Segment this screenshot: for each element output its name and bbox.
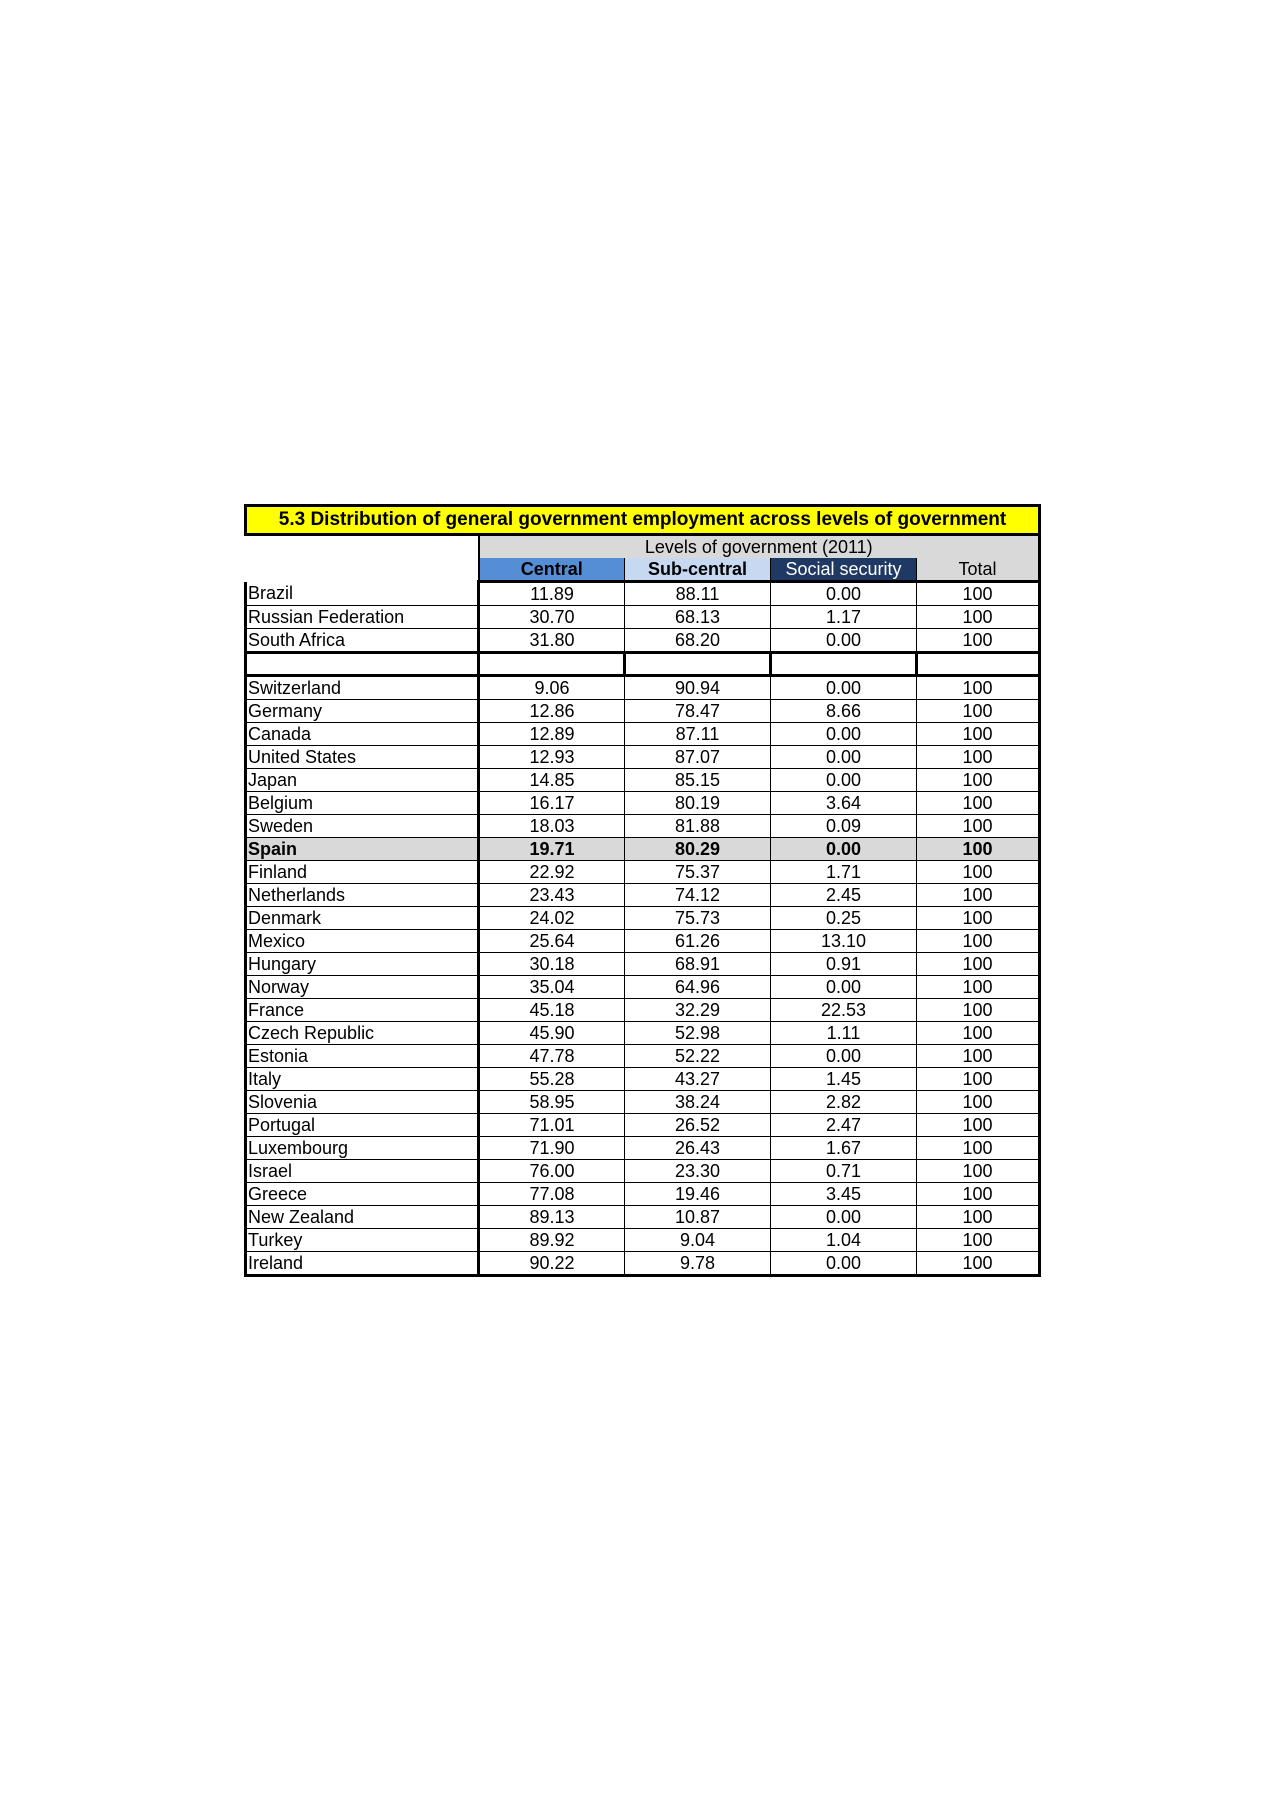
central-value-cell: 19.71 bbox=[479, 838, 625, 861]
total-value-cell: 100 bbox=[917, 1160, 1040, 1183]
sub-central-value-cell: 90.94 bbox=[625, 676, 771, 700]
total-value-cell: 100 bbox=[917, 1068, 1040, 1091]
table-row bbox=[246, 1183, 1040, 1206]
table-row bbox=[246, 792, 1040, 815]
total-value-cell: 100 bbox=[917, 582, 1040, 606]
social-security-value-cell: 1.45 bbox=[771, 1068, 917, 1091]
sub-central-value-cell: 68.13 bbox=[625, 606, 771, 629]
table-row bbox=[246, 582, 1040, 606]
social-security-value-cell: 1.17 bbox=[771, 606, 917, 629]
total-value-cell: 100 bbox=[917, 1206, 1040, 1229]
country-cell: Canada bbox=[246, 723, 479, 746]
country-cell: Russian Federation bbox=[246, 606, 479, 629]
sub-central-value-cell: 61.26 bbox=[625, 930, 771, 953]
spacer-cell bbox=[625, 653, 771, 676]
central-value-cell: 71.90 bbox=[479, 1137, 625, 1160]
country-cell: Norway bbox=[246, 976, 479, 999]
central-value-cell: 12.86 bbox=[479, 700, 625, 723]
country-cell: Greece bbox=[246, 1183, 479, 1206]
country-cell: France bbox=[246, 999, 479, 1022]
central-value-cell: 16.17 bbox=[479, 792, 625, 815]
spacer-row bbox=[246, 653, 1040, 676]
spacer-cell bbox=[917, 653, 1040, 676]
country-cell: Germany bbox=[246, 700, 479, 723]
table-row bbox=[246, 769, 1040, 792]
social-security-value-cell: 2.47 bbox=[771, 1114, 917, 1137]
total-value-cell: 100 bbox=[917, 629, 1040, 653]
social-security-value-cell: 0.00 bbox=[771, 1206, 917, 1229]
social-security-value-cell: 1.11 bbox=[771, 1022, 917, 1045]
table-row bbox=[246, 1229, 1040, 1252]
total-value-cell: 100 bbox=[917, 1114, 1040, 1137]
central-value-cell: 71.01 bbox=[479, 1114, 625, 1137]
column-header-central: Central bbox=[479, 558, 625, 582]
table-row bbox=[246, 907, 1040, 930]
blank-header-cell bbox=[246, 535, 479, 559]
total-value-cell: 100 bbox=[917, 1183, 1040, 1206]
table-row bbox=[246, 1160, 1040, 1183]
country-cell: Czech Republic bbox=[246, 1022, 479, 1045]
central-value-cell: 58.95 bbox=[479, 1091, 625, 1114]
social-security-value-cell: 13.10 bbox=[771, 930, 917, 953]
country-cell: Japan bbox=[246, 769, 479, 792]
central-value-cell: 11.89 bbox=[479, 582, 625, 606]
central-value-cell: 25.64 bbox=[479, 930, 625, 953]
country-cell: South Africa bbox=[246, 629, 479, 653]
employment-table bbox=[244, 504, 1041, 1277]
sub-central-value-cell: 23.30 bbox=[625, 1160, 771, 1183]
spacer-cell bbox=[479, 653, 625, 676]
table-row bbox=[246, 1137, 1040, 1160]
country-cell: Belgium bbox=[246, 792, 479, 815]
total-value-cell: 100 bbox=[917, 838, 1040, 861]
total-value-cell: 100 bbox=[917, 746, 1040, 769]
sub-central-value-cell: 10.87 bbox=[625, 1206, 771, 1229]
central-value-cell: 30.18 bbox=[479, 953, 625, 976]
country-cell: Denmark bbox=[246, 907, 479, 930]
social-security-value-cell: 1.67 bbox=[771, 1137, 917, 1160]
social-security-value-cell: 0.91 bbox=[771, 953, 917, 976]
social-security-value-cell: 0.00 bbox=[771, 746, 917, 769]
total-value-cell: 100 bbox=[917, 815, 1040, 838]
sub-central-value-cell: 19.46 bbox=[625, 1183, 771, 1206]
social-security-value-cell: 2.45 bbox=[771, 884, 917, 907]
social-security-value-cell: 0.00 bbox=[771, 838, 917, 861]
total-value-cell: 100 bbox=[917, 1022, 1040, 1045]
total-value-cell: 100 bbox=[917, 861, 1040, 884]
table-row bbox=[246, 861, 1040, 884]
country-cell: Finland bbox=[246, 861, 479, 884]
table-row bbox=[246, 953, 1040, 976]
total-value-cell: 100 bbox=[917, 676, 1040, 700]
spacer-cell bbox=[246, 653, 479, 676]
total-value-cell: 100 bbox=[917, 700, 1040, 723]
central-value-cell: 31.80 bbox=[479, 629, 625, 653]
table-row bbox=[246, 606, 1040, 629]
table-row bbox=[246, 884, 1040, 907]
sub-central-value-cell: 87.11 bbox=[625, 723, 771, 746]
country-cell: New Zealand bbox=[246, 1206, 479, 1229]
sub-central-value-cell: 52.22 bbox=[625, 1045, 771, 1068]
social-security-value-cell: 0.71 bbox=[771, 1160, 917, 1183]
total-value-cell: 100 bbox=[917, 1252, 1040, 1276]
country-cell: Ireland bbox=[246, 1252, 479, 1276]
social-security-value-cell: 0.00 bbox=[771, 1045, 917, 1068]
table-row bbox=[246, 746, 1040, 769]
table-row bbox=[246, 815, 1040, 838]
spacer-cell bbox=[771, 653, 917, 676]
social-security-value-cell: 1.04 bbox=[771, 1229, 917, 1252]
sub-central-value-cell: 74.12 bbox=[625, 884, 771, 907]
sub-central-value-cell: 78.47 bbox=[625, 700, 771, 723]
table-row bbox=[246, 930, 1040, 953]
total-value-cell: 100 bbox=[917, 769, 1040, 792]
central-value-cell: 55.28 bbox=[479, 1068, 625, 1091]
social-security-value-cell: 0.09 bbox=[771, 815, 917, 838]
blank-header-cell bbox=[246, 558, 479, 582]
total-value-cell: 100 bbox=[917, 907, 1040, 930]
total-value-cell: 100 bbox=[917, 1137, 1040, 1160]
table-spacer-group bbox=[246, 653, 1040, 676]
country-cell: Israel bbox=[246, 1160, 479, 1183]
sub-central-value-cell: 68.91 bbox=[625, 953, 771, 976]
table-row bbox=[246, 1252, 1040, 1276]
social-security-value-cell: 2.82 bbox=[771, 1091, 917, 1114]
central-value-cell: 76.00 bbox=[479, 1160, 625, 1183]
central-value-cell: 22.92 bbox=[479, 861, 625, 884]
total-value-cell: 100 bbox=[917, 606, 1040, 629]
social-security-value-cell: 0.00 bbox=[771, 582, 917, 606]
table-row bbox=[246, 838, 1040, 861]
sub-central-value-cell: 26.52 bbox=[625, 1114, 771, 1137]
sub-central-value-cell: 85.15 bbox=[625, 769, 771, 792]
central-value-cell: 24.02 bbox=[479, 907, 625, 930]
table-row bbox=[246, 1045, 1040, 1068]
table-row bbox=[246, 676, 1040, 700]
country-cell: United States bbox=[246, 746, 479, 769]
social-security-value-cell: 0.00 bbox=[771, 676, 917, 700]
table-row bbox=[246, 1206, 1040, 1229]
table-group-oecd bbox=[246, 676, 1040, 1276]
central-value-cell: 77.08 bbox=[479, 1183, 625, 1206]
table-row bbox=[246, 723, 1040, 746]
social-security-value-cell: 1.71 bbox=[771, 861, 917, 884]
total-value-cell: 100 bbox=[917, 930, 1040, 953]
country-cell: Italy bbox=[246, 1068, 479, 1091]
central-value-cell: 35.04 bbox=[479, 976, 625, 999]
total-value-cell: 100 bbox=[917, 1229, 1040, 1252]
sub-central-value-cell: 64.96 bbox=[625, 976, 771, 999]
sub-central-value-cell: 80.29 bbox=[625, 838, 771, 861]
country-cell: Sweden bbox=[246, 815, 479, 838]
government-employment-table-sheet bbox=[244, 504, 1038, 1277]
country-cell: Luxembourg bbox=[246, 1137, 479, 1160]
sub-central-value-cell: 75.37 bbox=[625, 861, 771, 884]
country-cell: Spain bbox=[246, 838, 479, 861]
table-row bbox=[246, 629, 1040, 653]
country-cell: Mexico bbox=[246, 930, 479, 953]
column-header-social-security: Social security bbox=[771, 558, 917, 582]
table-group-emerging bbox=[246, 582, 1040, 653]
table-row bbox=[246, 700, 1040, 723]
column-header-total: Total bbox=[917, 558, 1040, 582]
central-value-cell: 18.03 bbox=[479, 815, 625, 838]
central-value-cell: 45.90 bbox=[479, 1022, 625, 1045]
total-value-cell: 100 bbox=[917, 1045, 1040, 1068]
central-value-cell: 45.18 bbox=[479, 999, 625, 1022]
total-value-cell: 100 bbox=[917, 999, 1040, 1022]
social-security-value-cell: 3.64 bbox=[771, 792, 917, 815]
sub-central-value-cell: 9.78 bbox=[625, 1252, 771, 1276]
social-security-value-cell: 0.00 bbox=[771, 723, 917, 746]
central-value-cell: 23.43 bbox=[479, 884, 625, 907]
central-value-cell: 89.92 bbox=[479, 1229, 625, 1252]
country-cell: Switzerland bbox=[246, 676, 479, 700]
table-row bbox=[246, 999, 1040, 1022]
country-cell: Slovenia bbox=[246, 1091, 479, 1114]
central-value-cell: 12.93 bbox=[479, 746, 625, 769]
total-value-cell: 100 bbox=[917, 792, 1040, 815]
social-security-value-cell: 22.53 bbox=[771, 999, 917, 1022]
social-security-value-cell: 0.00 bbox=[771, 769, 917, 792]
central-value-cell: 14.85 bbox=[479, 769, 625, 792]
sub-central-value-cell: 87.07 bbox=[625, 746, 771, 769]
sub-central-value-cell: 88.11 bbox=[625, 582, 771, 606]
social-security-value-cell: 8.66 bbox=[771, 700, 917, 723]
sub-central-value-cell: 80.19 bbox=[625, 792, 771, 815]
total-value-cell: 100 bbox=[917, 723, 1040, 746]
table-row bbox=[246, 1091, 1040, 1114]
social-security-value-cell: 0.00 bbox=[771, 629, 917, 653]
sub-central-value-cell: 38.24 bbox=[625, 1091, 771, 1114]
column-header-sub-central: Sub-central bbox=[625, 558, 771, 582]
sub-central-value-cell: 52.98 bbox=[625, 1022, 771, 1045]
country-cell: Hungary bbox=[246, 953, 479, 976]
sub-central-value-cell: 9.04 bbox=[625, 1229, 771, 1252]
sub-central-value-cell: 43.27 bbox=[625, 1068, 771, 1091]
country-cell: Netherlands bbox=[246, 884, 479, 907]
total-value-cell: 100 bbox=[917, 884, 1040, 907]
total-value-cell: 100 bbox=[917, 1091, 1040, 1114]
country-cell: Estonia bbox=[246, 1045, 479, 1068]
country-cell: Portugal bbox=[246, 1114, 479, 1137]
social-security-value-cell: 3.45 bbox=[771, 1183, 917, 1206]
central-value-cell: 9.06 bbox=[479, 676, 625, 700]
central-value-cell: 89.13 bbox=[479, 1206, 625, 1229]
central-value-cell: 12.89 bbox=[479, 723, 625, 746]
social-security-value-cell: 0.00 bbox=[771, 1252, 917, 1276]
sub-central-value-cell: 32.29 bbox=[625, 999, 771, 1022]
sub-central-value-cell: 75.73 bbox=[625, 907, 771, 930]
table-title: 5.3 Distribution of general government employment across levels of government bbox=[246, 506, 1040, 535]
table-row bbox=[246, 1114, 1040, 1137]
total-value-cell: 100 bbox=[917, 953, 1040, 976]
table-row bbox=[246, 1068, 1040, 1091]
table-row bbox=[246, 976, 1040, 999]
levels-of-government-header: Levels of government (2011) bbox=[479, 535, 1040, 559]
country-cell: Turkey bbox=[246, 1229, 479, 1252]
social-security-value-cell: 0.00 bbox=[771, 976, 917, 999]
total-value-cell: 100 bbox=[917, 976, 1040, 999]
sub-central-value-cell: 81.88 bbox=[625, 815, 771, 838]
social-security-value-cell: 0.25 bbox=[771, 907, 917, 930]
central-value-cell: 47.78 bbox=[479, 1045, 625, 1068]
table-row bbox=[246, 1022, 1040, 1045]
central-value-cell: 90.22 bbox=[479, 1252, 625, 1276]
central-value-cell: 30.70 bbox=[479, 606, 625, 629]
sub-central-value-cell: 26.43 bbox=[625, 1137, 771, 1160]
sub-central-value-cell: 68.20 bbox=[625, 629, 771, 653]
country-cell: Brazil bbox=[246, 582, 479, 606]
